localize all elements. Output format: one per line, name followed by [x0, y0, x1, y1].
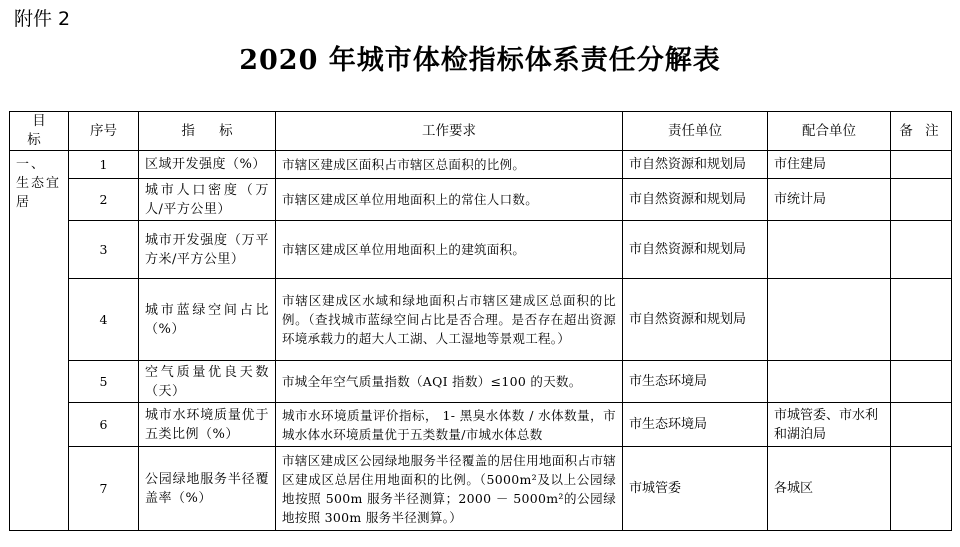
responsible-cell: 市生态环境局 [623, 403, 768, 447]
header-indicator: 指 标 [139, 112, 276, 151]
remarks-cell [891, 447, 952, 531]
remarks-cell [891, 179, 952, 221]
requirement-cell: 市辖区建成区水域和绿地面积占市辖区建成区总面积的比例。（查找城市蓝绿空间占比是否合理。是否存在超出资源环境承载力的超大人工湖、人工湿地等景观工程。） [276, 279, 623, 361]
seq-cell: 3 [69, 221, 139, 279]
seq-cell: 6 [69, 403, 139, 447]
table-row [10, 179, 952, 221]
seq-cell: 7 [69, 447, 139, 531]
responsible-cell: 市自然资源和规划局 [623, 221, 768, 279]
indicator-cell: 城市蓝绿空间占比（%） [139, 279, 276, 361]
cooperating-cell: 各城区 [768, 447, 891, 531]
cooperating-cell [768, 361, 891, 403]
cooperating-cell [768, 221, 891, 279]
requirement-cell: 市城全年空气质量指数（AQI 指数）≤100 的天数。 [276, 361, 623, 403]
responsible-cell: 市自然资源和规划局 [623, 279, 768, 361]
seq-cell: 4 [69, 279, 139, 361]
indicator-cell: 公园绿地服务半径覆盖率（%） [139, 447, 276, 531]
header-seq: 序号 [69, 112, 139, 151]
header-cooperating: 配合单位 [768, 112, 891, 151]
indicator-cell: 空气质量优良天数（天） [139, 361, 276, 403]
header-requirement: 工作要求 [276, 112, 623, 151]
cooperating-cell: 市城管委、市水利和湖泊局 [768, 403, 891, 447]
requirement-cell: 城市水环境质量评价指标， 1- 黑臭水体数 / 水体数量，市城水体水环境质量优于五类数量/市城水体总数 [276, 403, 623, 447]
seq-cell: 2 [69, 179, 139, 221]
seq-cell: 1 [69, 151, 139, 179]
table-row [10, 221, 952, 279]
indicator-cell: 城市水环境质量优于五类比例（%） [139, 403, 276, 447]
requirement-cell: 市辖区建成区公园绿地服务半径覆盖的居住用地面积占市辖区建成区总居住用地面积的比例。（5000m²及以上公园绿地按照 500m 服务半径测算；2000 － 5000m²的公园绿地按照 300m 服务半径测算。） [276, 447, 623, 531]
header-remarks: 备 注 [891, 112, 952, 151]
attachment-label: 附件 2 [14, 8, 71, 30]
remarks-cell [891, 403, 952, 447]
table-row [10, 447, 952, 531]
remarks-cell [891, 361, 952, 403]
responsibility-table [9, 111, 952, 531]
responsible-cell: 市生态环境局 [623, 361, 768, 403]
table-row [10, 279, 952, 361]
requirement-cell: 市辖区建成区单位用地面积上的建筑面积。 [276, 221, 623, 279]
indicator-cell: 城市人口密度（万人/平方公里） [139, 179, 276, 221]
responsible-cell: 市城管委 [623, 447, 768, 531]
remarks-cell [891, 279, 952, 361]
responsible-cell: 市自然资源和规划局 [623, 179, 768, 221]
indicator-cell: 城市开发强度（万平方米/平方公里） [139, 221, 276, 279]
requirement-cell: 市辖区建成区面积占市辖区总面积的比例。 [276, 151, 623, 179]
header-row [10, 112, 952, 151]
requirement-cell: 市辖区建成区单位用地面积上的常住人口数。 [276, 179, 623, 221]
table-row [10, 361, 952, 403]
cooperating-cell [768, 279, 891, 361]
cooperating-cell: 市住建局 [768, 151, 891, 179]
table-row [10, 403, 952, 447]
responsible-cell: 市自然资源和规划局 [623, 151, 768, 179]
header-responsible: 责任单位 [623, 112, 768, 151]
indicator-cell: 区域开发强度（%） [139, 151, 276, 179]
document-title: 2020 年城市体检指标体系责任分解表 [239, 45, 721, 76]
header-category: 目 标 [10, 112, 69, 151]
category-cell: 一、 生态宜居 [10, 151, 69, 531]
remarks-cell [891, 151, 952, 179]
remarks-cell [891, 221, 952, 279]
cooperating-cell: 市统计局 [768, 179, 891, 221]
seq-cell: 5 [69, 361, 139, 403]
table-row [10, 151, 952, 179]
